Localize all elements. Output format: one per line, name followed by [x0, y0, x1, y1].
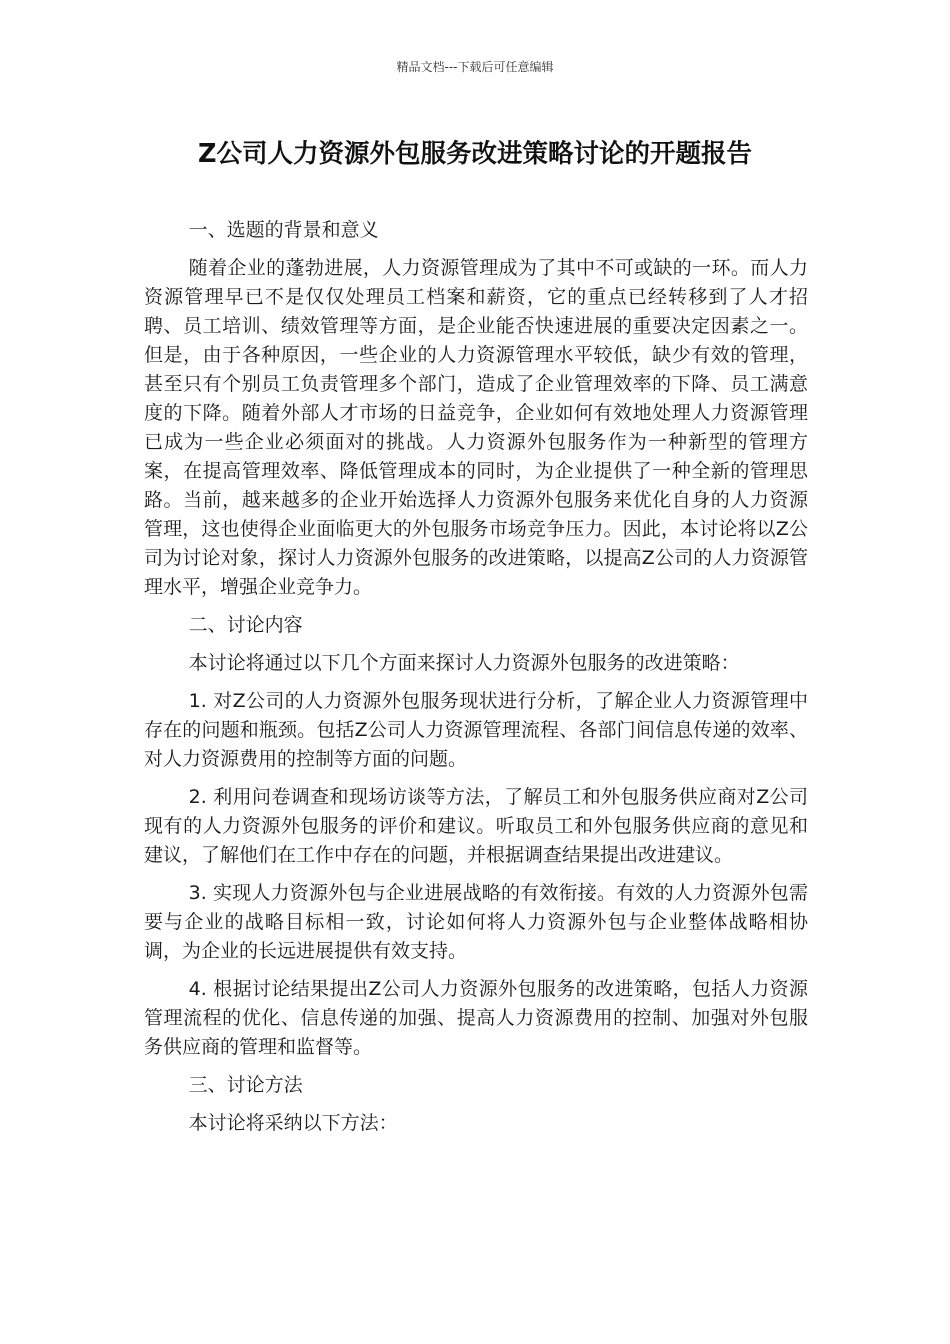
method-intro: 本讨论将采纳以下方法：	[188, 1112, 398, 1134]
document-title: Z公司人力资源外包服务改进策略讨论的开题报告	[198, 139, 752, 169]
document-body	[144, 216, 808, 1147]
section-heading-method: 三、讨论方法	[188, 1074, 303, 1096]
content-item-3: 3. 实现人力资源外包与企业进展战略的有效衔接。有效的人力资源外包需要与企业的战略目标相一致，讨论如何将人力资源外包与企业整体战略相协调，为企业的长远进展提供有效支持。	[144, 882, 808, 962]
content-item-1: 1. 对Z公司的人力资源外包服务现状进行分析，了解企业人力资源管理中存在的问题和瓶颈。包括Z公司人力资源管理流程、各部门间信息传递的效率、对人力资源费用的控制等方面的问题。	[144, 690, 808, 770]
content-intro: 本讨论将通过以下几个方面来探讨人力资源外包服务的改进策略：	[188, 652, 740, 674]
section-heading-content: 二、讨论内容	[188, 614, 303, 636]
content-item-2: 2. 利用问卷调查和现场访谈等方法，了解员工和外包服务供应商对Z公司现有的人力资源外包服务的评价和建议。听取员工和外包服务供应商的意见和建议，了解他们在工作中存在的问题，并根据调查结果提出改进建议。	[144, 786, 808, 866]
content-item-4: 4. 根据讨论结果提出Z公司人力资源外包服务的改进策略，包括人力资源管理流程的优化、信息传递的加强、提高人力资源费用的控制、加强对外包服务供应商的管理和监督等。	[144, 978, 808, 1058]
section-heading-background: 一、选题的背景和意义	[188, 219, 379, 241]
header-note: 精品文档---下载后可任意编辑	[396, 60, 554, 74]
background-paragraph: 随着企业的蓬勃进展，人力资源管理成为了其中不可或缺的一环。而人力资源管理早已不是仅仅处理员工档案和薪资，它的重点已经转移到了人才招聘、员工培训、绩效管理等方面，是企业能否快速进展的重要决定因素之一。但是，由于各种原因，一些企业的人力资源管理水平较低，缺少有效的管理，甚至只有个别员工负责管理多个部门，造成了企业管理效率的下降、员工满意度的下降。随着外部人才市场的日益竞争，企业如何有效地处理人力资源管理已成为一些企业必须面对的挑战。人力资源外包服务作为一种新型的管理方案，在提高管理效率、降低管理成本的同时，为企业提供了一种全新的管理思路。当前，越来越多的企业开始选择人力资源外包服务来优化自身的人力资源管理，这也使得企业面临更大的外包服务市场竞争压力。因此，本讨论将以Z公司为讨论对象，探讨人力资源外包服务的改进策略，以提高Z公司的人力资源管理水平，增强企业竞争力。	[144, 257, 808, 598]
